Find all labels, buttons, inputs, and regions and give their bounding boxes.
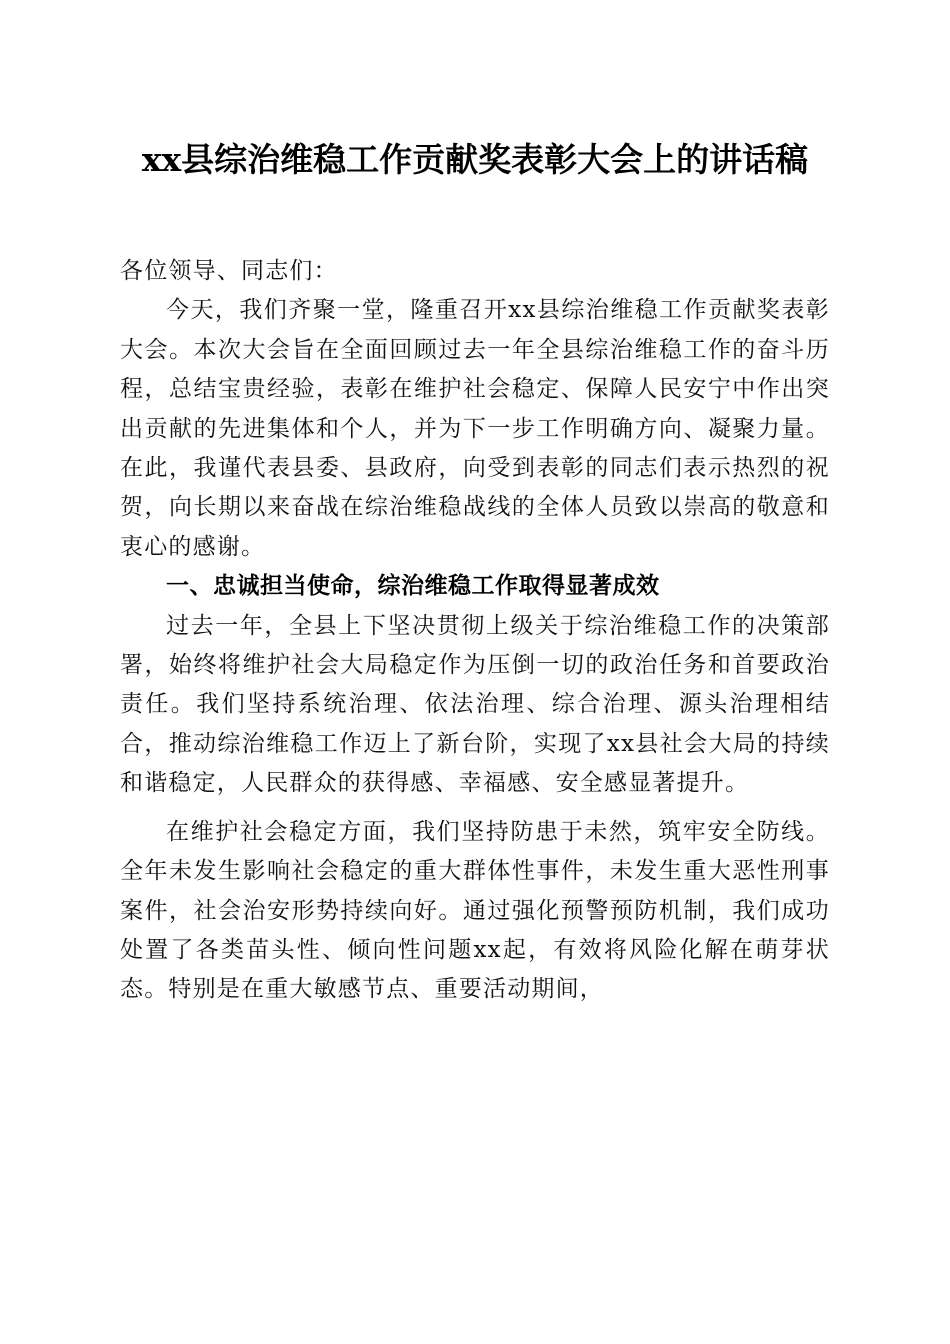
paragraph-intro: 今天，我们齐聚一堂，隆重召开xx县综治维稳工作贡献奖表彰大会。本次大会旨在全面回顾过去一年全县综治维稳工作的奋斗历程，总结宝贵经验，表彰在维护社会稳定、保障人民安宁中作出突出贡献的先进集体和个人，并为下一步工作明确方向、凝聚力量。在此，我谨代表县委、县政府，向受到表彰的同志们表示热烈的祝贺，向长期以来奋战在综治维稳战线的全体人员致以崇高的敬意和衷心的感谢。 xyxy=(120,297,830,560)
paragraph-achievements: 过去一年，全县上下坚决贯彻上级关于综治维稳工作的决策部署，始终将维护社会大局稳定作为压倒一切的政治任务和首要政治责任。我们坚持系统治理、依法治理、综合治理、源头治理相结合，推动综治维稳工作迈上了新台阶，实现了xx县社会大局的持续和谐稳定，人民群众的获得感、幸福感、安全感显著提升。 xyxy=(120,612,830,797)
salutation: 各位领导、同志们： xyxy=(120,258,338,284)
section-heading-1: 一、忠诚担当使命，综治维稳工作取得显著成效 xyxy=(166,573,660,600)
paragraph-stability: 在维护社会稳定方面，我们坚持防患于未然，筑牢安全防线。全年未发生影响社会稳定的重大群体性事件，未发生重大恶性刑事案件，社会治安形势持续向好。通过强化预警预防机制，我们成功处置了各类苗头性、倾向性问题xx起，有效将风险化解在萌芽状态。特别是在重大敏感节点、重要活动期间， xyxy=(120,818,830,1003)
document-title: xx县综治维稳工作贡献奖表彰大会上的讲话稿 xyxy=(141,140,809,179)
document-body xyxy=(120,252,830,1010)
